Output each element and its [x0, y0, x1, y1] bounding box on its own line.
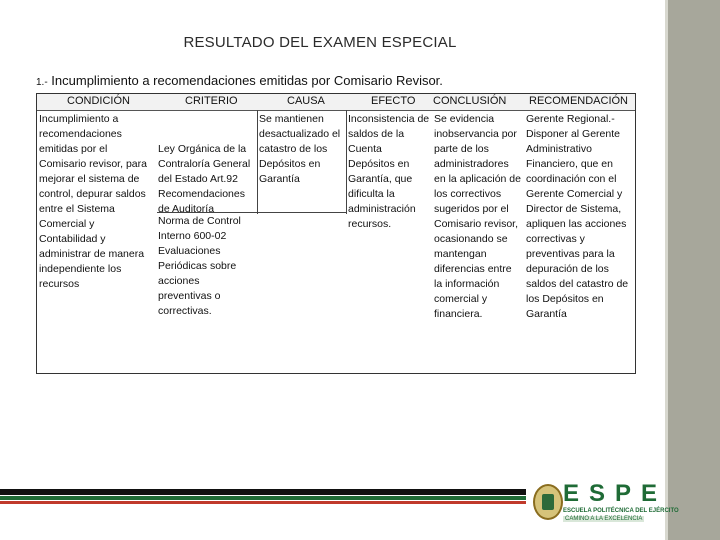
cell-criterio-part2: Norma de Control Interno 600-02 Evaluaciones Periódicas sobre acciones preventivas o correctivas. [158, 215, 241, 317]
footer-band-green [0, 496, 526, 500]
header-recomendacion: RECOMENDACIÓN [529, 95, 629, 107]
finding-subtitle [36, 73, 443, 88]
cell-condicion: Incumplimiento a recomendaciones emitidas por el Comisario revisor, para mejorar el sistema de control, depurar saldos entre el Sistema Comercial y Contabilidad y administrar de manera independiente los recursos [39, 113, 147, 290]
logo-wordmark: ESPE [563, 480, 668, 507]
cell-causa: Se mantienen desactualizado el catastro de los Depósitos en Garantía [259, 113, 341, 185]
header-causa: CAUSA [287, 95, 325, 107]
table-header-row [37, 94, 635, 111]
espe-logo [533, 480, 679, 528]
cell-recomendacion: Gerente Regional.- Disponer al Gerente Administrativo Financiero, que en coordinación con el Gerente Comercial y Director de Sistema, apliquen las acciones correctivas y preventivas para la depuración de los saldos del catastro de los Depósitos en Garantía [526, 113, 629, 320]
cell-efecto: Inconsistencia de saldos de la Cuenta Depósitos en Garantía, que dificulta la administración recursos. [348, 113, 430, 230]
header-efecto: EFECTO [371, 95, 416, 107]
header-criterio: CRITERIO [185, 95, 238, 107]
footer-band-red [0, 501, 526, 504]
header-condicion: CONDICIÓN [67, 95, 130, 107]
espe-seal-icon [533, 484, 563, 520]
column-divider [257, 110, 258, 214]
column-divider [346, 110, 347, 214]
footer-band-black [0, 489, 526, 495]
findings-table [36, 93, 636, 374]
header-conclusion: CONCLUSIÓN [433, 95, 507, 107]
decorative-side-bar-edge [665, 0, 668, 540]
logo-institution: ESCUELA POLITÉCNICA DEL EJÉRCITO [563, 508, 679, 514]
decorative-side-bar [668, 0, 720, 540]
logo-motto: CAMINO A LA EXCELENCIA [565, 516, 643, 522]
finding-number: 1.- [36, 77, 48, 88]
page-title: RESULTADO DEL EXAMEN ESPECIAL [183, 34, 457, 51]
cell-criterio-part1: Ley Orgánica de la Contraloría General del Estado Art.92 Recomendaciones de Auditoría [158, 143, 251, 215]
finding-text: Incumplimiento a recomendaciones emitidas por Comisario Revisor. [51, 73, 443, 88]
cell-conclusion: Se evidencia inobservancia por parte de los administradores en la aplicación de los correctivos sugeridos por el Comisario revisor, ocasionando se mantengan diferencias entre la información comercial y financiera. [434, 113, 521, 320]
